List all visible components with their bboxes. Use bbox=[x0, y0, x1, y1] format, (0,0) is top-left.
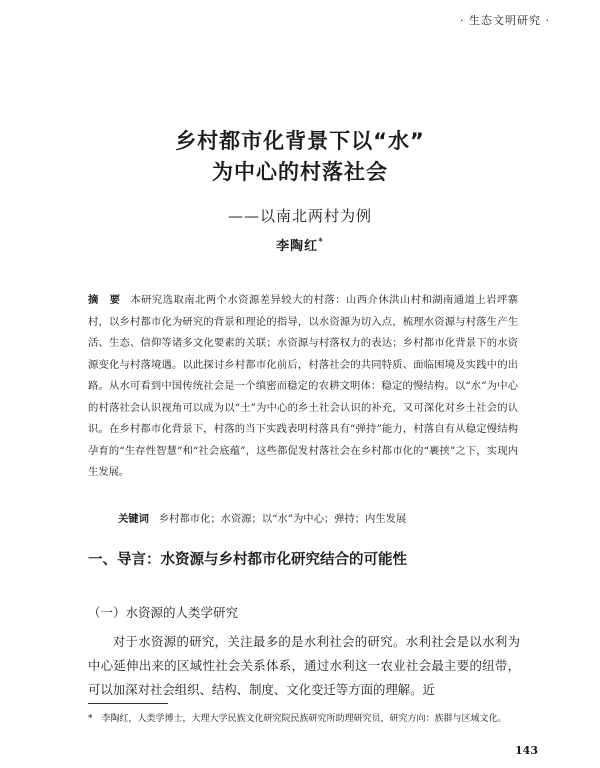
page-number: 143 bbox=[515, 744, 538, 757]
abstract bbox=[88, 290, 518, 484]
journal-section-label: · 生态文明研究 · bbox=[460, 14, 550, 27]
author-name: 李陶红 bbox=[276, 239, 319, 254]
body-paragraph: 对于水资源的研究，关注最多的是水利社会的研究。水利社会是以水利为中心延伸出来的区域性社会关系体系，通过水利这一农业社会最主要的纽带，可以加深对社会组织、结构、制度、文化变迁等方面的理解。近 bbox=[88, 634, 520, 697]
section-heading: 一、导言：水资源与乡村都市化研究结合的可能性 bbox=[88, 552, 407, 568]
author-footnote-mark: * bbox=[318, 237, 324, 248]
abstract-label: 摘 要 bbox=[88, 294, 121, 306]
keywords bbox=[118, 509, 518, 529]
subsection-heading: （一）水资源的人类学研究 bbox=[88, 605, 239, 620]
author-line bbox=[0, 235, 600, 254]
article-title-line-1: 乡村都市化背景下以“水” bbox=[175, 129, 425, 153]
keywords-text: 乡村都市化；水资源；以“水”为中心；弹持；内生发展 bbox=[158, 513, 407, 525]
footnote-divider bbox=[88, 703, 168, 704]
abstract-text: 本研究选取南北两个水资源差异较大的村落：山西介休洪山村和湖南通道上岩坪寨村，以乡村都市化为研究的背景和理论的指导，以水资源为切入点，梳理水资源与村落生产生活、生态、信仰等诸多文化要素的关联；水资源与村落权力的表达；乡村都市化背景下的水资源变化与村落境遇。以此探讨乡村都市化前后，村落社会的共同特质、面临困境及实践中的出路。从水可看到中国传统社会是一个缜密而稳定的农耕文明体：稳定的慢结构。以“水”为中心的村落社会认识视角可以成为以“土”为中心的乡土社会认识的补充，又可深化对乡土社会的认识。在乡村都市化背景下，村落的当下实践表明村落具有“弹持”能力，村落自有从稳定慢结构孕育的“生存性智慧”和“社会底蕴”，这些都促发村落社会在乡村都市化的“裹挟”之下，实现内生发展。 bbox=[88, 294, 519, 478]
article-title-line-2: 为中心的村落社会 bbox=[212, 160, 388, 184]
keywords-label: 关键词 bbox=[118, 513, 149, 525]
article-subtitle: ——以南北两村为例 bbox=[227, 207, 372, 225]
footnote: * 李陶红，人类学博士，大理大学民族文化研究院民族研究所助理研究员，研究方向：族群与区域文化。 bbox=[88, 714, 507, 724]
